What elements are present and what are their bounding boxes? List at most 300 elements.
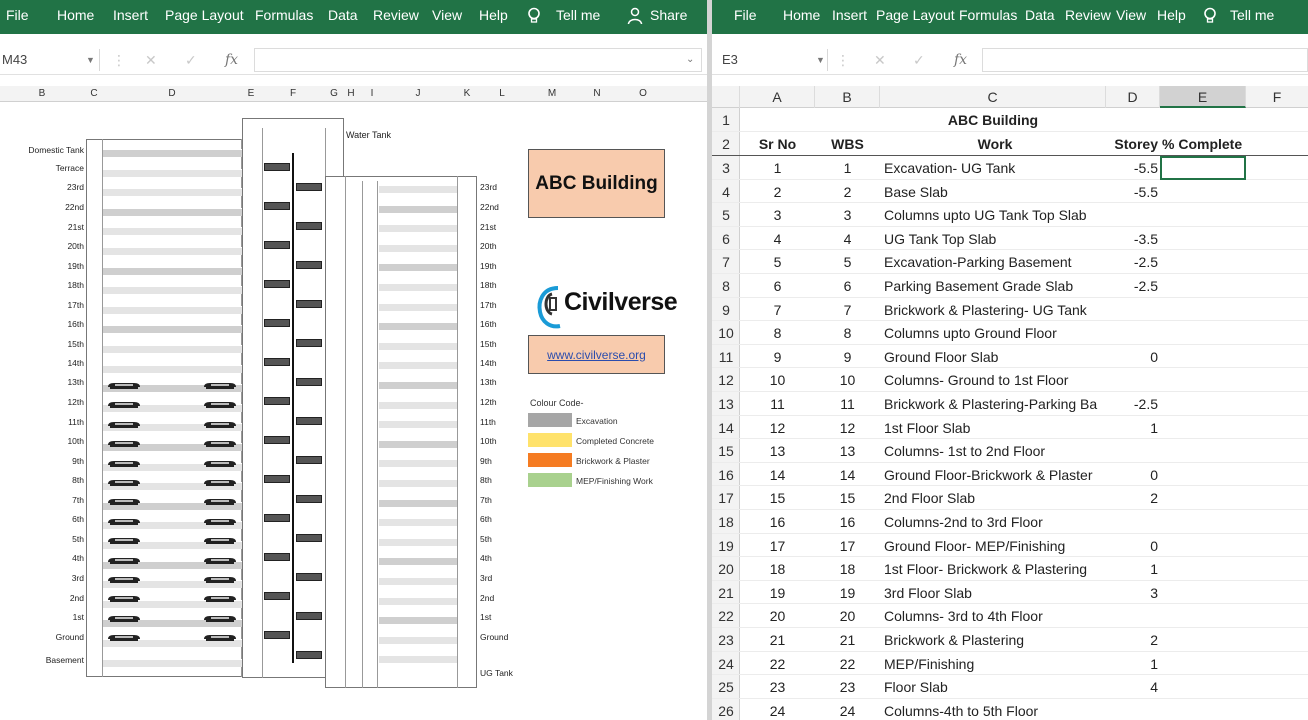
stair-step bbox=[296, 651, 322, 659]
left-name-box[interactable] bbox=[0, 49, 100, 71]
right-tab-data[interactable]: Data bbox=[1025, 7, 1055, 23]
left-tell-me[interactable]: Tell me bbox=[556, 7, 601, 23]
cell-wbs[interactable]: 12 bbox=[839, 419, 856, 436]
table-row bbox=[712, 557, 1308, 581]
right-tab-file[interactable]: File bbox=[734, 7, 757, 23]
slab-bar bbox=[103, 247, 242, 255]
col-header[interactable]: O bbox=[639, 88, 647, 99]
title-box-text: ABC Building bbox=[535, 172, 658, 194]
cell-wbs[interactable]: 10 bbox=[839, 372, 856, 389]
cell-storey[interactable]: 1 bbox=[1150, 561, 1158, 578]
cell-sr-no[interactable]: 24 bbox=[769, 702, 786, 719]
sheet-title[interactable]: ABC Building bbox=[947, 112, 1039, 128]
enter-check-icon[interactable]: ✓ bbox=[185, 52, 197, 68]
cell-sr-no[interactable]: 12 bbox=[769, 419, 786, 436]
col-header-a[interactable]: A bbox=[740, 86, 815, 108]
cell-work[interactable]: UG Tank Top Slab bbox=[884, 230, 997, 247]
cell-work[interactable]: Brickwork & Plastering-Parking Ba bbox=[884, 396, 1098, 412]
share-button[interactable]: Share bbox=[650, 7, 688, 23]
row-number[interactable]: 2 bbox=[722, 136, 730, 152]
cell-sr-no[interactable]: 2 bbox=[773, 183, 782, 200]
cell-sr-no[interactable]: 23 bbox=[769, 679, 786, 696]
table-row bbox=[712, 321, 1308, 345]
right-tab-formulas[interactable]: Formulas bbox=[959, 7, 1018, 23]
table-row bbox=[712, 534, 1308, 558]
cell-sr-no[interactable]: 9 bbox=[773, 348, 782, 365]
table-row bbox=[712, 203, 1308, 227]
active-cell-e3[interactable] bbox=[1160, 156, 1246, 180]
col-header-e[interactable]: E bbox=[1160, 86, 1246, 108]
cell-wbs[interactable]: 20 bbox=[839, 608, 856, 625]
colour-legend bbox=[528, 396, 698, 496]
floor-label: 10th bbox=[67, 436, 84, 446]
table-row bbox=[712, 274, 1308, 298]
col-header[interactable]: F bbox=[289, 88, 297, 99]
cell-sr-no[interactable]: 1 bbox=[773, 160, 782, 176]
row-number[interactable]: 24 bbox=[718, 655, 734, 672]
cell-storey[interactable]: 2 bbox=[1150, 632, 1158, 648]
left-tab-formulas[interactable]: Formulas bbox=[255, 7, 314, 23]
cell-work[interactable]: Columns upto Ground Floor bbox=[884, 325, 1057, 342]
stair-step bbox=[264, 241, 290, 249]
stair-step bbox=[296, 417, 322, 425]
floor-label: 22nd bbox=[65, 202, 84, 212]
cell-work[interactable]: Columns upto UG Tank Top Slab bbox=[884, 207, 1087, 224]
car-icon bbox=[202, 532, 238, 542]
car-icon bbox=[202, 435, 238, 445]
right-ribbon bbox=[712, 0, 1308, 34]
cell-work[interactable]: MEP/Finishing bbox=[884, 655, 975, 672]
chevron-down-icon[interactable]: ▼ bbox=[86, 55, 95, 65]
car-icon bbox=[106, 571, 142, 581]
cell-wbs[interactable]: 22 bbox=[839, 655, 856, 672]
slab-bar bbox=[103, 659, 242, 667]
cell-wbs[interactable]: 18 bbox=[839, 561, 856, 578]
legend-label: Excavation bbox=[576, 416, 618, 426]
col-header-c[interactable]: C bbox=[880, 86, 1106, 108]
cell-work[interactable]: Columns- 1st to 2nd Floor bbox=[884, 443, 1046, 460]
insert-function-icon[interactable]: fx bbox=[954, 52, 968, 68]
floor-label: Ground bbox=[55, 632, 84, 642]
more-dots-icon: ⋮ bbox=[836, 52, 850, 68]
floor-label: UG Tank bbox=[480, 668, 513, 678]
row-number[interactable]: 4 bbox=[722, 183, 730, 200]
lightbulb-icon bbox=[527, 7, 541, 28]
left-name-box-value: M43 bbox=[2, 52, 28, 67]
row-number[interactable]: 26 bbox=[718, 702, 734, 719]
logo-text: Civilverse bbox=[564, 288, 678, 316]
slab-bar bbox=[379, 479, 457, 487]
stair-step bbox=[296, 495, 322, 503]
right-column-headers bbox=[712, 86, 1308, 108]
lightbulb-icon bbox=[1203, 7, 1217, 28]
cell-wbs[interactable]: 11 bbox=[840, 396, 855, 412]
cell-sr-no[interactable]: 13 bbox=[769, 443, 786, 460]
col-header[interactable]: G bbox=[330, 88, 338, 99]
row-number[interactable]: 10 bbox=[718, 325, 734, 342]
car-icon bbox=[106, 377, 142, 387]
left-tab-review[interactable]: Review bbox=[373, 7, 419, 23]
car-icon bbox=[106, 513, 142, 523]
stair-step bbox=[264, 319, 290, 327]
slab-bar bbox=[379, 499, 457, 507]
floor-label: 11th bbox=[480, 417, 496, 427]
left-ribbon bbox=[0, 0, 707, 34]
table-row bbox=[712, 227, 1308, 251]
cancel-x-icon[interactable]: ✕ bbox=[874, 52, 886, 68]
left-tab-page-layout[interactable]: Page Layout bbox=[165, 7, 244, 23]
cell-work[interactable]: Columns- Ground to 1st Floor bbox=[884, 372, 1069, 389]
cell-storey[interactable]: 3 bbox=[1150, 584, 1158, 601]
cell-work[interactable]: 2nd Floor Slab bbox=[884, 490, 976, 507]
stair-step bbox=[296, 183, 322, 191]
stair-step bbox=[264, 514, 290, 522]
cell-work[interactable]: Ground Floor-Brickwork & Plaster bbox=[884, 466, 1093, 483]
floor-label: Basement bbox=[45, 655, 84, 665]
cell-work[interactable]: Parking Basement Grade Slab bbox=[884, 278, 1074, 294]
cell-wbs[interactable]: 23 bbox=[839, 679, 856, 696]
expand-formula-icon[interactable]: ⌄ bbox=[686, 54, 695, 65]
slab-bar bbox=[379, 303, 457, 311]
cell-sr-no[interactable]: 14 bbox=[769, 466, 786, 483]
row-number[interactable]: 16 bbox=[718, 466, 734, 483]
car-icon bbox=[202, 590, 238, 600]
table-row bbox=[712, 180, 1308, 204]
cell-work[interactable]: Base Slab bbox=[884, 183, 948, 200]
header-work[interactable]: Work bbox=[977, 136, 1013, 152]
row-number[interactable]: 19 bbox=[718, 537, 734, 554]
cell-work[interactable]: Excavation- UG Tank bbox=[884, 160, 1016, 176]
floor-label: 4th bbox=[72, 553, 84, 563]
civilverse-logo bbox=[536, 282, 686, 332]
cell-sr-no[interactable]: 11 bbox=[770, 396, 785, 412]
slab-bar bbox=[379, 577, 457, 585]
left-tab-home[interactable]: Home bbox=[57, 7, 95, 23]
floor-label: 14th bbox=[480, 358, 497, 368]
cell-storey[interactable]: -5.5 bbox=[1133, 183, 1158, 200]
cell-wbs[interactable]: 6 bbox=[843, 278, 852, 294]
slab-bar bbox=[379, 440, 457, 448]
car-icon bbox=[106, 416, 142, 426]
cell-work[interactable]: Ground Floor Slab bbox=[884, 348, 999, 365]
right-name-box[interactable] bbox=[720, 49, 828, 71]
cell-wbs[interactable]: 1 bbox=[843, 160, 852, 176]
slab-bar bbox=[103, 188, 242, 196]
select-all-corner[interactable] bbox=[712, 86, 740, 108]
floor-label: 5th bbox=[480, 534, 492, 544]
row-number[interactable]: 20 bbox=[718, 561, 734, 578]
slab-bar bbox=[103, 227, 242, 235]
table-row bbox=[712, 675, 1308, 699]
row-number[interactable]: 7 bbox=[722, 254, 730, 271]
car-icon bbox=[202, 610, 238, 620]
right-tab-home[interactable]: Home bbox=[783, 7, 821, 23]
col-header[interactable]: H bbox=[347, 88, 355, 99]
cell-work[interactable]: 1st Floor Slab bbox=[884, 419, 971, 436]
logo-mark-icon bbox=[536, 282, 566, 330]
row-number[interactable]: 15 bbox=[718, 443, 734, 460]
car-icon bbox=[106, 532, 142, 542]
left-tab-insert[interactable]: Insert bbox=[113, 7, 149, 23]
row-number[interactable]: 22 bbox=[718, 608, 734, 625]
col-header[interactable]: M bbox=[547, 88, 557, 99]
floor-label: 3rd bbox=[71, 573, 84, 583]
car-icon bbox=[202, 455, 238, 465]
floor-label: 18th bbox=[67, 280, 84, 290]
row-number[interactable]: 8 bbox=[722, 278, 730, 294]
cell-storey[interactable]: -3.5 bbox=[1133, 230, 1158, 247]
cell-sr-no[interactable]: 8 bbox=[773, 325, 782, 342]
stair-step bbox=[296, 612, 322, 620]
cell-storey[interactable]: 4 bbox=[1150, 679, 1158, 696]
slab-bar bbox=[379, 597, 457, 605]
right-tab-review[interactable]: Review bbox=[1065, 7, 1111, 23]
row-number[interactable]: 3 bbox=[722, 160, 730, 176]
floor-label: 15th bbox=[67, 339, 84, 349]
stair-step bbox=[296, 573, 322, 581]
cell-sr-no[interactable]: 22 bbox=[769, 655, 786, 672]
row-number[interactable]: 21 bbox=[718, 584, 734, 601]
cell-work[interactable]: Brickwork & Plastering bbox=[884, 632, 1025, 648]
right-tab-page-layout[interactable]: Page Layout bbox=[876, 7, 955, 23]
slab-bar bbox=[103, 306, 242, 314]
left-tab-view[interactable]: View bbox=[432, 7, 463, 23]
row-number[interactable]: 6 bbox=[722, 230, 730, 247]
cell-wbs[interactable]: 13 bbox=[839, 443, 856, 460]
cell-wbs[interactable]: 9 bbox=[843, 348, 852, 365]
row-number[interactable]: 9 bbox=[722, 301, 730, 318]
slab-bar bbox=[379, 459, 457, 467]
car-icon bbox=[202, 493, 238, 503]
floor-label: 16th bbox=[67, 319, 84, 329]
floor-label: 18th bbox=[480, 280, 497, 290]
slab-bar bbox=[379, 636, 457, 644]
slab-bar bbox=[103, 325, 242, 333]
cell-work[interactable]: Columns-4th to 5th Floor bbox=[884, 702, 1039, 719]
left-formula-bar bbox=[0, 45, 707, 75]
cell-wbs[interactable]: 14 bbox=[839, 466, 856, 483]
right-tab-insert[interactable]: Insert bbox=[832, 7, 868, 23]
row-number[interactable]: 12 bbox=[718, 372, 734, 389]
slab-bar bbox=[379, 401, 457, 409]
right-excel-window bbox=[712, 0, 1308, 720]
stair-step bbox=[296, 534, 322, 542]
car-icon bbox=[202, 552, 238, 562]
cell-wbs[interactable]: 24 bbox=[839, 702, 856, 719]
slab-bar bbox=[103, 365, 242, 373]
cell-storey[interactable]: 2 bbox=[1150, 490, 1158, 507]
cell-wbs[interactable]: 2 bbox=[843, 183, 852, 200]
row-number[interactable]: 23 bbox=[718, 632, 734, 648]
cell-work[interactable]: 3rd Floor Slab bbox=[884, 584, 972, 601]
car-icon bbox=[202, 474, 238, 484]
cancel-x-icon[interactable]: ✕ bbox=[145, 52, 157, 68]
cell-storey[interactable]: -2.5 bbox=[1133, 254, 1158, 271]
table-row bbox=[712, 392, 1308, 416]
cell-wbs[interactable]: 4 bbox=[843, 230, 852, 247]
row-number[interactable]: 14 bbox=[718, 419, 734, 436]
chevron-down-icon[interactable]: ▼ bbox=[816, 55, 825, 65]
cell-sr-no[interactable]: 19 bbox=[769, 584, 786, 601]
left-tab-data[interactable]: Data bbox=[328, 7, 358, 23]
cell-storey[interactable]: 1 bbox=[1150, 419, 1158, 436]
sheet-title-row bbox=[712, 108, 1308, 132]
title-box bbox=[528, 149, 665, 218]
row-number[interactable]: 1 bbox=[722, 112, 730, 128]
floor-label: 4th bbox=[480, 553, 492, 563]
row-number[interactable]: 13 bbox=[718, 396, 734, 412]
cell-sr-no[interactable]: 21 bbox=[769, 632, 786, 648]
col-header[interactable]: C bbox=[90, 88, 98, 99]
cell-sr-no[interactable]: 18 bbox=[769, 561, 786, 578]
stair-step bbox=[296, 222, 322, 230]
cell-storey[interactable]: 0 bbox=[1150, 537, 1158, 554]
col-header[interactable]: L bbox=[499, 88, 505, 99]
cell-work[interactable]: 1st Floor- Brickwork & Plastering bbox=[884, 561, 1088, 578]
header-storey[interactable]: Storey bbox=[1114, 136, 1158, 152]
car-icon bbox=[106, 455, 142, 465]
left-formula-input[interactable] bbox=[254, 48, 702, 72]
col-header-d[interactable]: D bbox=[1106, 86, 1160, 108]
cell-sr-no[interactable]: 4 bbox=[773, 230, 782, 247]
cell-sr-no[interactable]: 15 bbox=[769, 490, 786, 507]
cell-wbs[interactable]: 3 bbox=[843, 207, 852, 224]
website-link[interactable]: www.civilverse.org bbox=[547, 347, 646, 362]
cell-wbs[interactable]: 7 bbox=[843, 301, 852, 318]
legend-swatch-excavation bbox=[528, 413, 572, 427]
cell-storey[interactable]: 1 bbox=[1150, 655, 1158, 672]
cell-storey[interactable]: 0 bbox=[1150, 466, 1158, 483]
right-formula-input[interactable] bbox=[982, 48, 1308, 72]
website-link-box[interactable] bbox=[528, 335, 665, 374]
cell-storey[interactable]: 0 bbox=[1150, 348, 1158, 365]
cell-sr-no[interactable]: 20 bbox=[769, 608, 786, 625]
stair-step bbox=[264, 631, 290, 639]
floor-label: 7th bbox=[72, 495, 84, 505]
water-tank-label: Water Tank bbox=[346, 130, 392, 140]
table-row bbox=[712, 510, 1308, 534]
floor-label: 1st bbox=[480, 612, 492, 622]
table-row bbox=[712, 486, 1308, 510]
slab-bar bbox=[103, 169, 242, 177]
header-sr-no[interactable]: Sr No bbox=[758, 136, 797, 152]
row-number[interactable]: 11 bbox=[718, 348, 734, 365]
insert-function-icon[interactable]: fx bbox=[225, 52, 239, 68]
cell-sr-no[interactable]: 16 bbox=[769, 514, 786, 530]
col-header[interactable]: I bbox=[370, 88, 374, 99]
col-header[interactable]: D bbox=[168, 88, 176, 99]
right-building-column bbox=[362, 181, 378, 688]
col-header[interactable]: N bbox=[593, 88, 601, 99]
right-tab-view[interactable]: View bbox=[1116, 7, 1147, 23]
stair-step bbox=[264, 280, 290, 288]
cell-wbs[interactable]: 15 bbox=[839, 490, 856, 507]
slab-bar bbox=[379, 655, 457, 663]
enter-check-icon[interactable]: ✓ bbox=[913, 52, 925, 68]
cell-work[interactable]: Floor Slab bbox=[884, 679, 948, 696]
stair-step bbox=[296, 456, 322, 464]
floor-label: 1st bbox=[72, 612, 84, 622]
col-header[interactable]: K bbox=[463, 88, 471, 99]
cell-wbs[interactable]: 21 bbox=[839, 632, 856, 648]
row-number[interactable]: 5 bbox=[722, 207, 730, 224]
car-icon bbox=[202, 513, 238, 523]
cell-storey[interactable]: -2.5 bbox=[1133, 396, 1158, 412]
floor-label: Terrace bbox=[55, 163, 84, 173]
cell-wbs[interactable]: 17 bbox=[839, 537, 856, 554]
col-header[interactable]: J bbox=[415, 88, 421, 99]
car-icon bbox=[106, 590, 142, 600]
stair-step bbox=[264, 436, 290, 444]
floor-label: 9th bbox=[72, 456, 84, 466]
cell-sr-no[interactable]: 7 bbox=[773, 301, 782, 318]
right-tab-help[interactable]: Help bbox=[1157, 7, 1186, 23]
floor-label: 12th bbox=[67, 397, 84, 407]
cell-wbs[interactable]: 16 bbox=[839, 514, 856, 530]
cell-work[interactable]: Columns- 3rd to 4th Floor bbox=[884, 608, 1043, 625]
cell-sr-no[interactable]: 17 bbox=[769, 537, 786, 554]
floor-label: 8th bbox=[480, 475, 492, 485]
row-number[interactable]: 25 bbox=[718, 679, 734, 696]
cell-wbs[interactable]: 5 bbox=[843, 254, 852, 271]
cell-work[interactable]: Ground Floor- MEP/Finishing bbox=[884, 537, 1066, 554]
cell-work[interactable]: Brickwork & Plastering- UG Tank bbox=[884, 301, 1087, 318]
floor-label: 5th bbox=[72, 534, 84, 544]
cell-storey[interactable]: -2.5 bbox=[1133, 278, 1158, 294]
cell-work[interactable]: Columns-2nd to 3rd Floor bbox=[884, 514, 1043, 530]
right-name-box-value: E3 bbox=[722, 52, 738, 67]
left-tab-file[interactable]: File bbox=[6, 7, 29, 23]
floor-label: 13th bbox=[480, 377, 497, 387]
slab-bar bbox=[379, 381, 457, 389]
stair-step bbox=[296, 339, 322, 347]
cell-work[interactable]: Excavation-Parking Basement bbox=[884, 254, 1072, 271]
cell-sr-no[interactable]: 6 bbox=[773, 278, 782, 294]
slab-bar bbox=[379, 185, 457, 193]
car-icon bbox=[202, 396, 238, 406]
left-column-headers bbox=[0, 86, 707, 102]
cell-storey[interactable]: -5.5 bbox=[1133, 160, 1158, 176]
table-row bbox=[712, 439, 1308, 463]
table-row bbox=[712, 250, 1308, 274]
col-header[interactable]: E bbox=[247, 88, 255, 99]
cell-sr-no[interactable]: 3 bbox=[773, 207, 782, 224]
row-number[interactable]: 18 bbox=[718, 514, 734, 530]
col-header-f[interactable]: F bbox=[1272, 89, 1282, 105]
cell-wbs[interactable]: 19 bbox=[839, 584, 856, 601]
cell-sr-no[interactable]: 10 bbox=[769, 372, 786, 389]
cell-wbs[interactable]: 8 bbox=[843, 325, 852, 342]
floor-label: 19th bbox=[480, 261, 497, 271]
header-complete[interactable]: % Complete bbox=[1162, 136, 1243, 152]
col-header[interactable]: B bbox=[38, 88, 46, 99]
floor-label: 2nd bbox=[69, 593, 84, 603]
floor-label: 23rd bbox=[480, 182, 498, 192]
col-header-b[interactable]: B bbox=[815, 86, 880, 108]
slab-bar bbox=[379, 283, 457, 291]
slab-bar bbox=[103, 345, 242, 353]
right-tell-me[interactable]: Tell me bbox=[1230, 7, 1275, 23]
floor-label: 21st bbox=[67, 222, 84, 232]
slab-bar bbox=[103, 286, 242, 294]
row-number[interactable]: 17 bbox=[718, 490, 734, 507]
car-icon bbox=[202, 377, 238, 387]
stair-step bbox=[264, 553, 290, 561]
cell-sr-no[interactable]: 5 bbox=[773, 254, 782, 271]
stair-step bbox=[264, 397, 290, 405]
header-wbs[interactable]: WBS bbox=[831, 136, 864, 152]
left-tab-help[interactable]: Help bbox=[479, 7, 508, 23]
